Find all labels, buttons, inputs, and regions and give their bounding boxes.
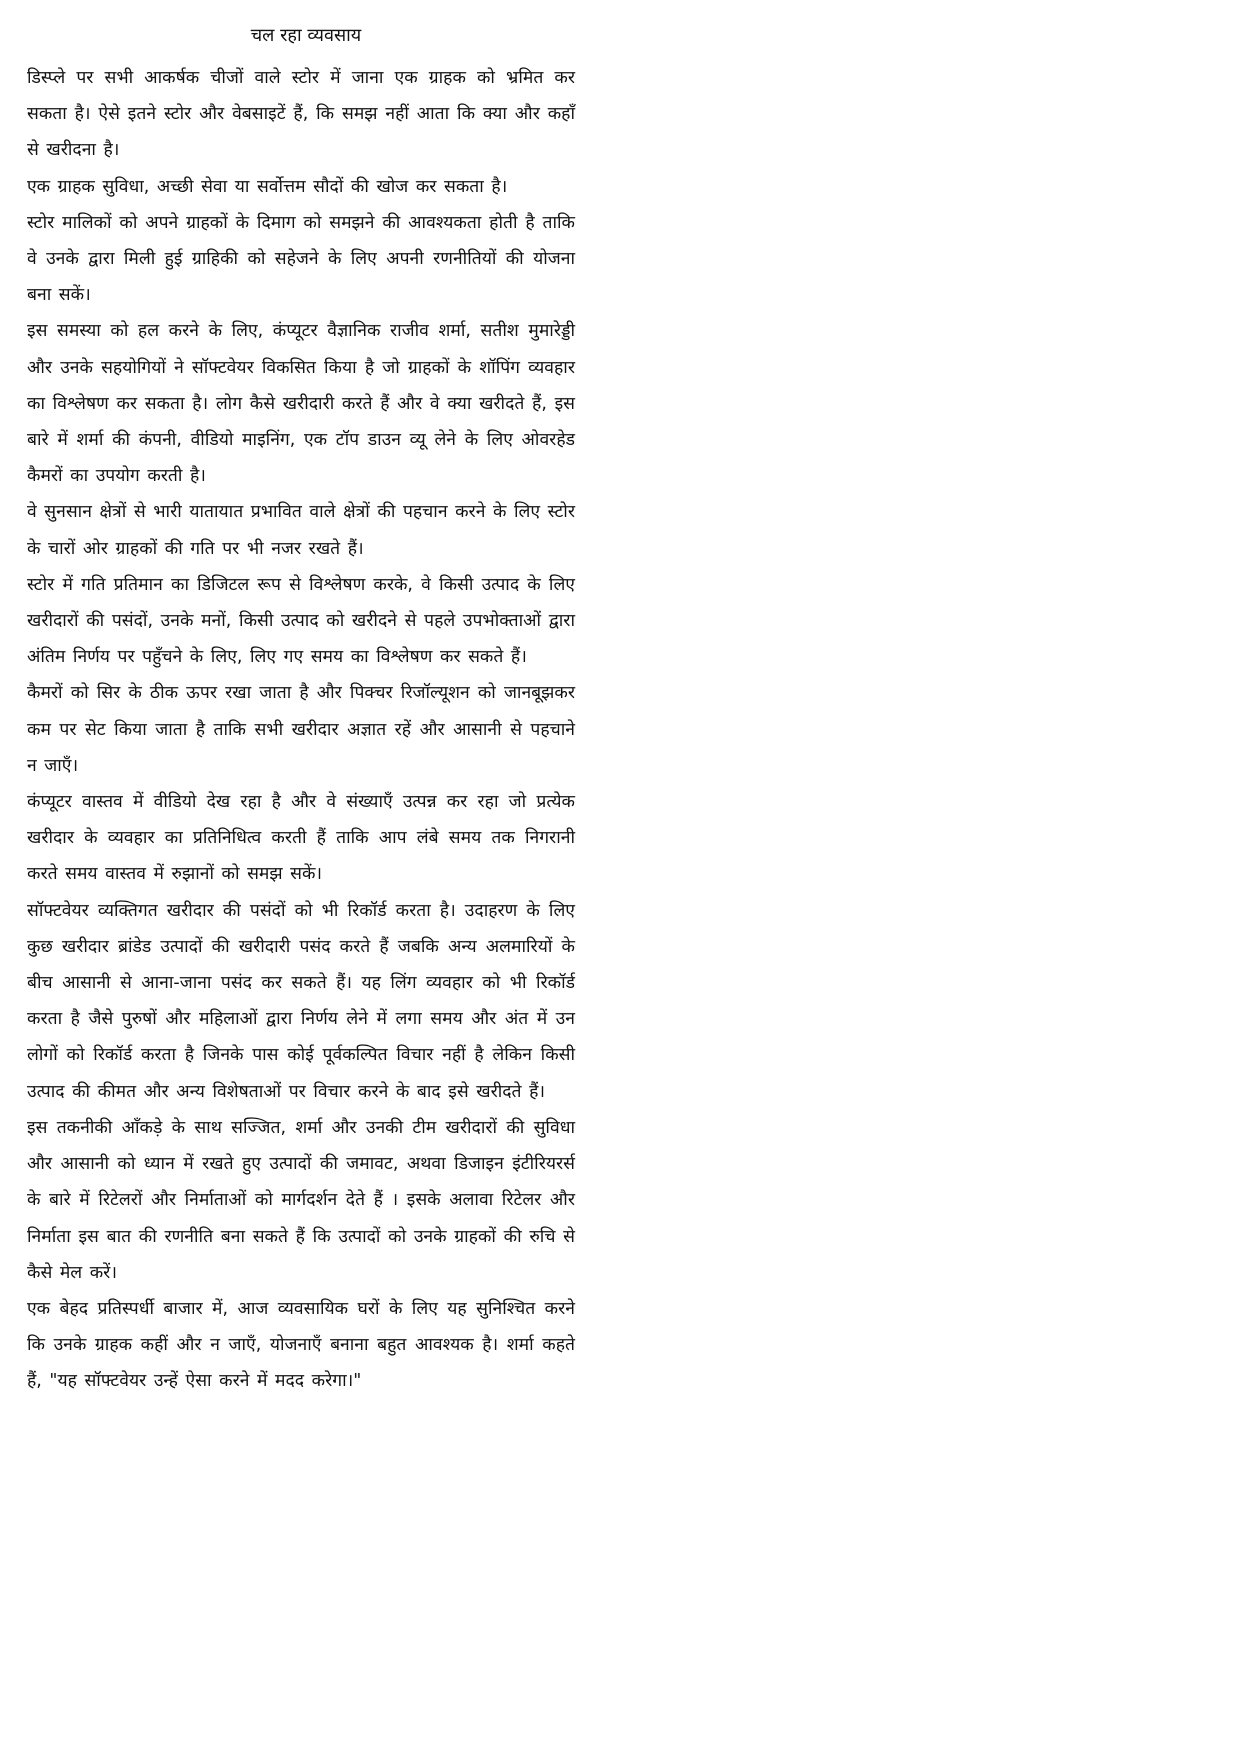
paragraph-5: वे सुनसान क्षेत्रों से भारी यातायात प्रभावित वाले क्षेत्रों की पहचान करने के लिए स्टोर के चारों ओर ग्राहकों की गति पर भी नजर रखते हैं। — [27, 502, 575, 559]
paragraph-3: स्टोर मालिकों को अपने ग्राहकों के दिमाग को समझने की आवश्यकता होती है ताकि वे उनके द्वारा मिली हुई ग्राहिकी को सहेजने के लिए अपनी रणनीतियों की योजना बना सकें। — [27, 212, 575, 306]
document-title — [27, 18, 575, 54]
paragraph-11: एक बेहद प्रतिस्पर्धी बाजार में, आज व्यवसायिक घरों के लिए यह सुनिश्चित करने कि उनके ग्राहक कहीं और न जाएँ, योजनाएँ बनाना बहुत आवश्यक है। शर्मा कहते हैं, "यह सॉफ्टवेयर उन्हें ऐसा करने में मदद करेगा।" — [27, 1298, 575, 1392]
paragraph-1: डिस्प्ले पर सभी आकर्षक चीजों वाले स्टोर में जाना एक ग्राहक को भ्रमित कर सकता है। ऐसे इतने स्टोर और वेबसाइटें हैं, कि समझ नहीं आता कि क्या और कहाँ से खरीदना है। — [27, 68, 575, 161]
document-page — [27, 18, 575, 1400]
paragraph-9: सॉफ्टवेयर व्यक्तिगत खरीदार की पसंदों को भी रिकॉर्ड करता है। उदाहरण के लिए कुछ खरीदार ब्रांडेड उत्पादों की खरीदारी पसंद करते हैं जबकि अन्य अलमारियों के बीच आसानी से आना-जाना पसंद कर सकते हैं। यह लिंग व्यवहार को भी रिकॉर्ड करता है जैसे पुरुषों और महिलाओं द्वारा निर्णय लेने में लगा समय और अंत में उन लोगों को रिकॉर्ड करता है जिनके पास कोई पूर्वकल्पित विचार नहीं है लेकिन किसी उत्पाद की कीमत और अन्य विशेषताओं पर विचार करने के बाद इसे खरीदते हैं। — [27, 900, 575, 1102]
paragraph-8: कंप्यूटर वास्तव में वीडियो देख रहा है और वे संख्याएँ उत्पन्न कर रहा जो प्रत्येक खरीदार के व्यवहार का प्रतिनिधित्व करती हैं ताकि आप लंबे समय तक निगरानी करते समय वास्तव में रुझानों को समझ सकें। — [27, 792, 575, 885]
paragraph-7: कैमरों को सिर के ठीक ऊपर रखा जाता है और पिक्चर रिजॉल्यूशन को जानबूझकर कम पर सेट किया जाता है ताकि सभी खरीदार अज्ञात रहें और आसानी से पहचाने न जाएँ। — [27, 683, 575, 776]
paragraph-6: स्टोर में गति प्रतिमान का डिजिटल रूप से विश्लेषण करके, वे किसी उत्पाद के लिए खरीदारों की पसंदों, उनके मनों, किसी उत्पाद को खरीदने से पहले उपभोक्ताओं द्वारा अंतिम निर्णय पर पहुँचने के लिए, लिए गए समय का विश्लेषण कर सकते हैं। — [27, 574, 575, 668]
paragraph-2: एक ग्राहक सुविधा, अच्छी सेवा या सर्वोत्तम सौदों की खोज कर सकता है। — [27, 176, 508, 197]
paragraph-10: इस तकनीकी आँकड़े के साथ सज्जित, शर्मा और उनकी टीम खरीदारों की सुविधा और आसानी को ध्यान में रखते हुए उत्पादों की जमावट, अथवा डिजाइन इंटीरियरर्स के बारे में रिटेलरों और निर्माताओं को मार्गदर्शन देते हैं । इसके अलावा रिटेलर और निर्माता इस बात की रणनीति बना सकते हैं कि उत्पादों को उनके ग्राहकों की रुचि से कैसे मेल करें। — [27, 1117, 575, 1283]
paragraph-4: इस समस्या को हल करने के लिए, कंप्यूटर वैज्ञानिक राजीव शर्मा, सतीश मुमारेड्डी और उनके सहयोगियों ने सॉफ्टवेयर विकसित किया है जो ग्राहकों के शॉपिंग व्यवहार का विश्लेषण कर सकता है। लोग कैसे खरीदारी करते हैं और वे क्या खरीदते हैं, इस बारे में शर्मा की कंपनी, वीडियो माइनिंग, एक टॉप डाउन व्यू लेने के लिए ओवरहेड कैमरों का उपयोग करती है। — [27, 321, 575, 487]
document-title-text: चल रहा व्यवसाय — [250, 25, 362, 46]
